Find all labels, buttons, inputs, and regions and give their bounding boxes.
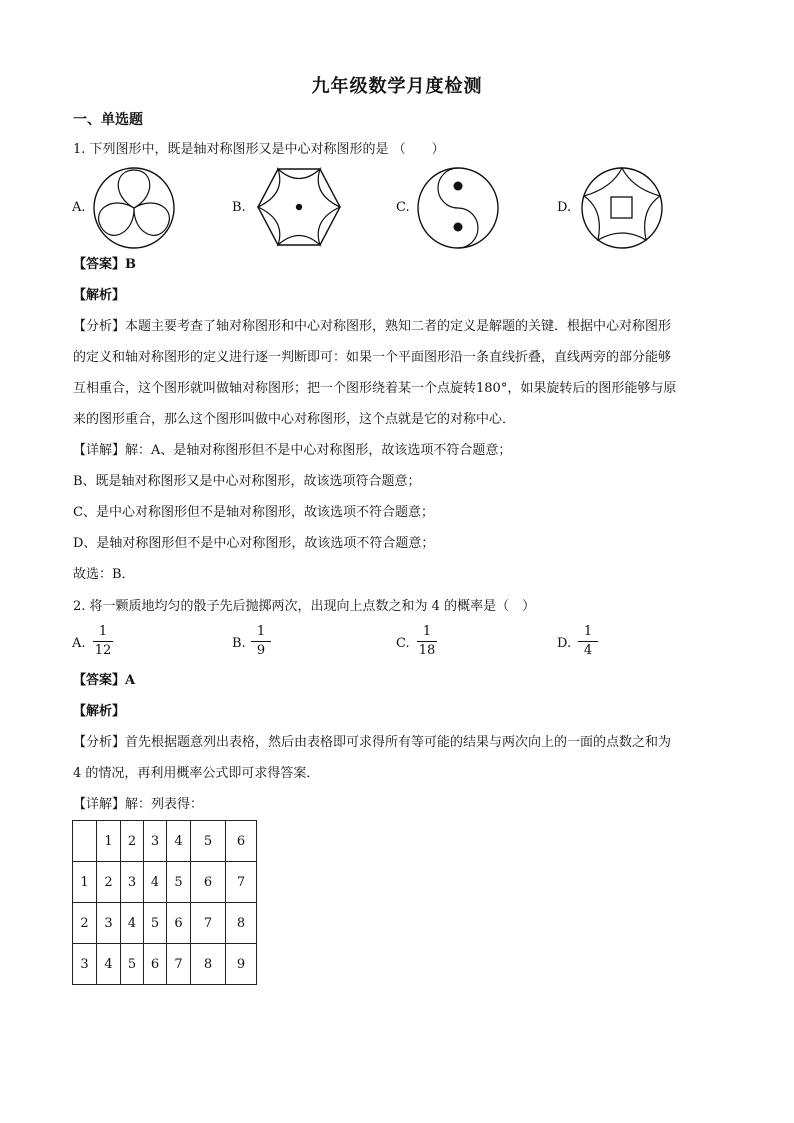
- table-cell: 7: [226, 862, 257, 903]
- q2-analysis-heading: 【解析】: [73, 704, 126, 719]
- table-row: [73, 944, 257, 985]
- q2-answer: 【答案】A: [73, 673, 136, 688]
- table-row: [73, 821, 257, 862]
- yin-yang-figure: [416, 166, 500, 250]
- table-cell: 7: [191, 903, 226, 944]
- table-cell: 1: [97, 821, 121, 862]
- q1-detail-line: 故选：B．: [73, 567, 135, 582]
- table-cell: [73, 821, 97, 862]
- q1-analysis-line: 的定义和轴对称图形的定义进行逐一判断即可：如果一个平面图形沿一条直线折叠，直线两旁的部分能够: [73, 350, 672, 365]
- q2-option-b-fraction: 1 9: [249, 624, 273, 659]
- q2-option-c-label: C.: [396, 636, 410, 651]
- q2-option-a-label: A.: [72, 636, 86, 651]
- table-cell: 3: [73, 944, 97, 985]
- q1-detail-line: D、是轴对称图形但不是中心对称图形，故该选项不符合题意；: [73, 536, 435, 551]
- q2-analysis-line: 【分析】首先根据题意列出表格，然后由表格即可求得所有等可能的结果与两次向上的一面的点数之和为: [73, 735, 672, 750]
- table-cell: 2: [121, 821, 144, 862]
- q1-option-c-label: C.: [396, 200, 410, 215]
- q2-option-b-label: B.: [232, 636, 246, 651]
- table-cell: 4: [121, 903, 144, 944]
- q2-stem: 2. 将一颗质地均匀的骰子先后抛掷两次，出现向上点数之和为 4 的概率是（ ）: [73, 599, 536, 614]
- table-cell: 4: [97, 944, 121, 985]
- table-cell: 2: [97, 862, 121, 903]
- table-cell: 4: [167, 821, 191, 862]
- table-cell: 3: [144, 821, 167, 862]
- table-cell: 2: [73, 903, 97, 944]
- table-cell: 5: [144, 903, 167, 944]
- q2-analysis-line: 4 的情况，再利用概率公式即可求得答案．: [73, 766, 320, 781]
- sum-table: [72, 820, 257, 985]
- q2-option-d-fraction: 1 4: [576, 624, 600, 659]
- q1-detail-line: 【详解】解：A、是轴对称图形但不是中心对称图形，故该选项不符合题意；: [73, 443, 512, 458]
- table-cell: 5: [191, 821, 226, 862]
- q1-analysis-line: 【分析】本题主要考查了轴对称图形和中心对称图形，熟知二者的定义是解题的关键．根据中心对称图形: [73, 319, 672, 334]
- page-title: 九年级数学月度检测: [311, 76, 483, 97]
- table-cell: 5: [167, 862, 191, 903]
- table-cell: 6: [144, 944, 167, 985]
- table-cell: 4: [144, 862, 167, 903]
- hexagon-figure: [256, 166, 342, 248]
- q2-option-d-label: D.: [557, 636, 572, 651]
- q1-detail-line: C、是中心对称图形但不是轴对称图形，故该选项不符合题意；: [73, 505, 434, 520]
- table-cell: 1: [73, 862, 97, 903]
- table-cell: 8: [191, 944, 226, 985]
- table-cell: 7: [167, 944, 191, 985]
- table-cell: 3: [121, 862, 144, 903]
- q1-option-b-label: B.: [232, 200, 246, 215]
- q2-option-c-fraction: 1 18: [418, 624, 436, 658]
- table-cell: 6: [191, 862, 226, 903]
- q1-analysis-heading: 【解析】: [73, 288, 126, 303]
- table-cell: 3: [97, 903, 121, 944]
- q1-stem: 1. 下列图形中，既是轴对称图形又是中心对称图形的是 （ ）: [73, 142, 445, 157]
- q1-analysis-line: 来的图形重合，那么这个图形叫做中心对称图形，这个点就是它的对称中心．: [73, 412, 516, 427]
- q2-option-a-fraction: 1 12: [94, 624, 112, 658]
- q1-analysis-line: 互相重合，这个图形就叫做轴对称图形；把一个图形绕着某一个点旋转180°，如果旋转后的图形能够与原: [73, 381, 677, 396]
- table-cell: 9: [226, 944, 257, 985]
- trefoil-circle-figure: [92, 166, 176, 250]
- q1-detail-line: B、既是轴对称图形又是中心对称图形，故该选项符合题意；: [73, 474, 421, 489]
- table-cell: 6: [167, 903, 191, 944]
- q1-option-a-label: A.: [72, 200, 86, 215]
- section-heading: 一、单选题: [73, 112, 143, 128]
- q2-detail-line: 【详解】解：列表得：: [73, 797, 204, 812]
- table-cell: 6: [226, 821, 257, 862]
- table-cell: 5: [121, 944, 144, 985]
- circle-square-figure: [580, 166, 664, 250]
- table-row: [73, 903, 257, 944]
- table-row: [73, 862, 257, 903]
- q1-answer: 【答案】B: [73, 257, 136, 272]
- table-cell: 8: [226, 903, 257, 944]
- q1-option-d-label: D.: [557, 200, 572, 215]
